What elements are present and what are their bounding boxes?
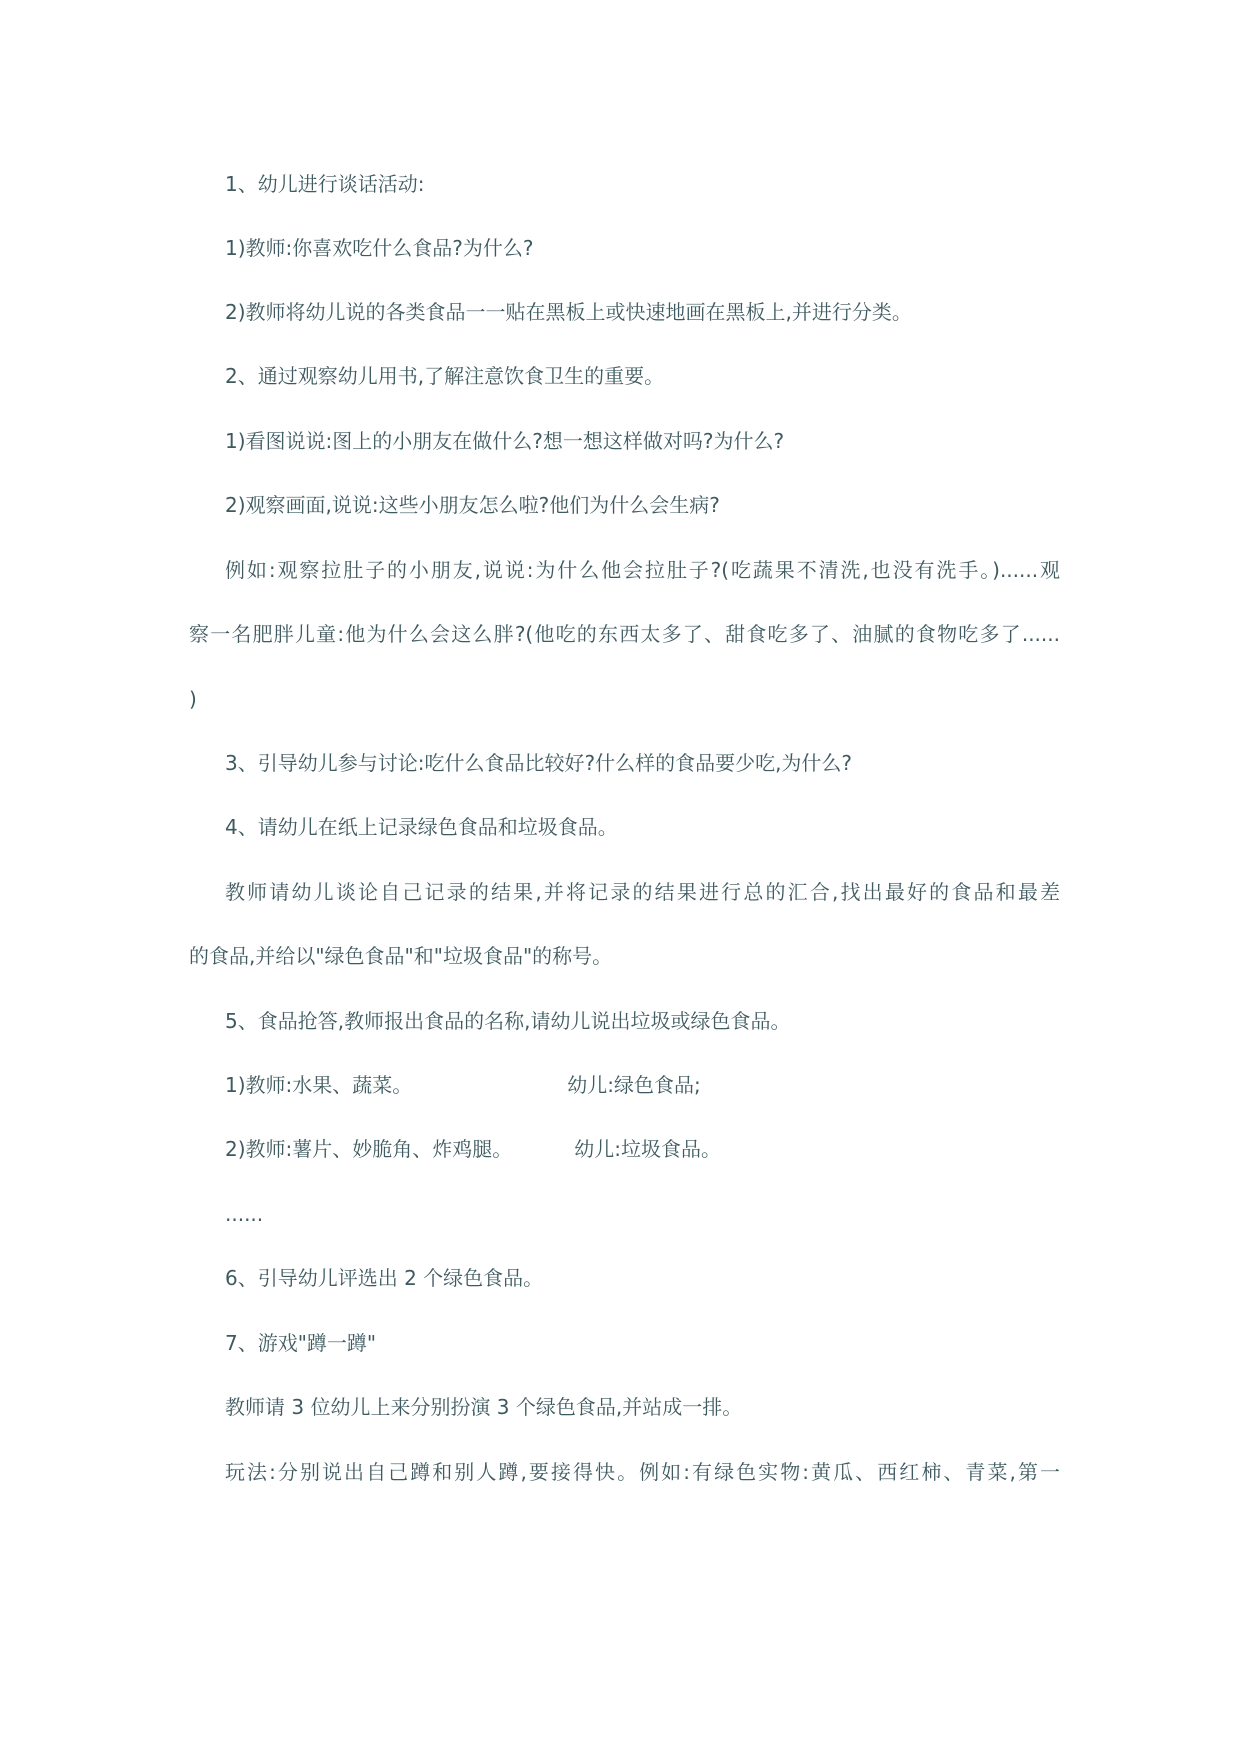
step-7-paragraph: 教师请 3 位幼儿上来分别扮演 3 个绿色食品,并站成一排。: [225, 1395, 743, 1419]
step-7-heading: 7、游戏"蹲一蹲": [225, 1331, 377, 1355]
ellipsis-line: ......: [225, 1202, 264, 1226]
step-1-item-2: 2)教师将幼儿说的各类食品一一贴在黑板上或快速地画在黑板上,并进行分类。: [225, 300, 912, 324]
step-2-heading: 2、通过观察幼儿用书,了解注意饮食卫生的重要。: [225, 364, 665, 388]
example-line-3: ): [189, 687, 197, 711]
game-rules-line: 玩法:分别说出自己蹲和别人蹲,要接得快。例如:有绿色实物:黄瓜、西红柿、青菜,第一: [225, 1460, 1060, 1484]
quiz-row-1-teacher: 1)教师:水果、蔬菜。: [225, 1073, 413, 1097]
quiz-row-1-child: 幼儿:绿色食品;: [567, 1073, 701, 1097]
step-2-item-1: 1)看图说说:图上的小朋友在做什么?想一想这样做对吗?为什么?: [225, 429, 785, 453]
example-line-2: 察一名肥胖儿童:他为什么会这么胖?(他吃的东西太多了、甜食吃多了、油腻的食物吃多了......: [189, 622, 1060, 646]
step-6-heading: 6、引导幼儿评选出 2 个绿色食品。: [225, 1266, 544, 1290]
step-4-paragraph-line-1: 教师请幼儿谈论自己记录的结果,并将记录的结果进行总的汇合,找出最好的食品和最差: [225, 880, 1060, 904]
quiz-row-1: [225, 1071, 701, 1099]
quiz-row-2-teacher: 2)教师:薯片、妙脆角、炸鸡腿。: [225, 1137, 513, 1161]
step-1-heading: 1、幼儿进行谈话活动:: [225, 172, 425, 196]
step-4-heading: 4、请幼儿在纸上记录绿色食品和垃圾食品。: [225, 815, 618, 839]
step-5-heading: 5、食品抢答,教师报出食品的名称,请幼儿说出垃圾或绿色食品。: [225, 1009, 791, 1033]
quiz-row-2: [225, 1135, 721, 1163]
step-4-paragraph-line-2: 的食品,并给以"绿色食品"和"垃圾食品"的称号。: [189, 944, 613, 968]
example-line-1: 例如:观察拉肚子的小朋友,说说:为什么他会拉肚子?(吃蔬果不清洗,也没有洗手。)......观: [225, 558, 1060, 582]
step-1-item-1: 1)教师:你喜欢吃什么食品?为什么?: [225, 236, 534, 260]
quiz-row-2-child: 幼儿:垃圾食品。: [574, 1137, 722, 1161]
step-2-item-2: 2)观察画面,说说:这些小朋友怎么啦?他们为什么会生病?: [225, 493, 720, 517]
step-3-heading: 3、引导幼儿参与讨论:吃什么食品比较好?什么样的食品要少吃,为什么?: [225, 751, 853, 775]
